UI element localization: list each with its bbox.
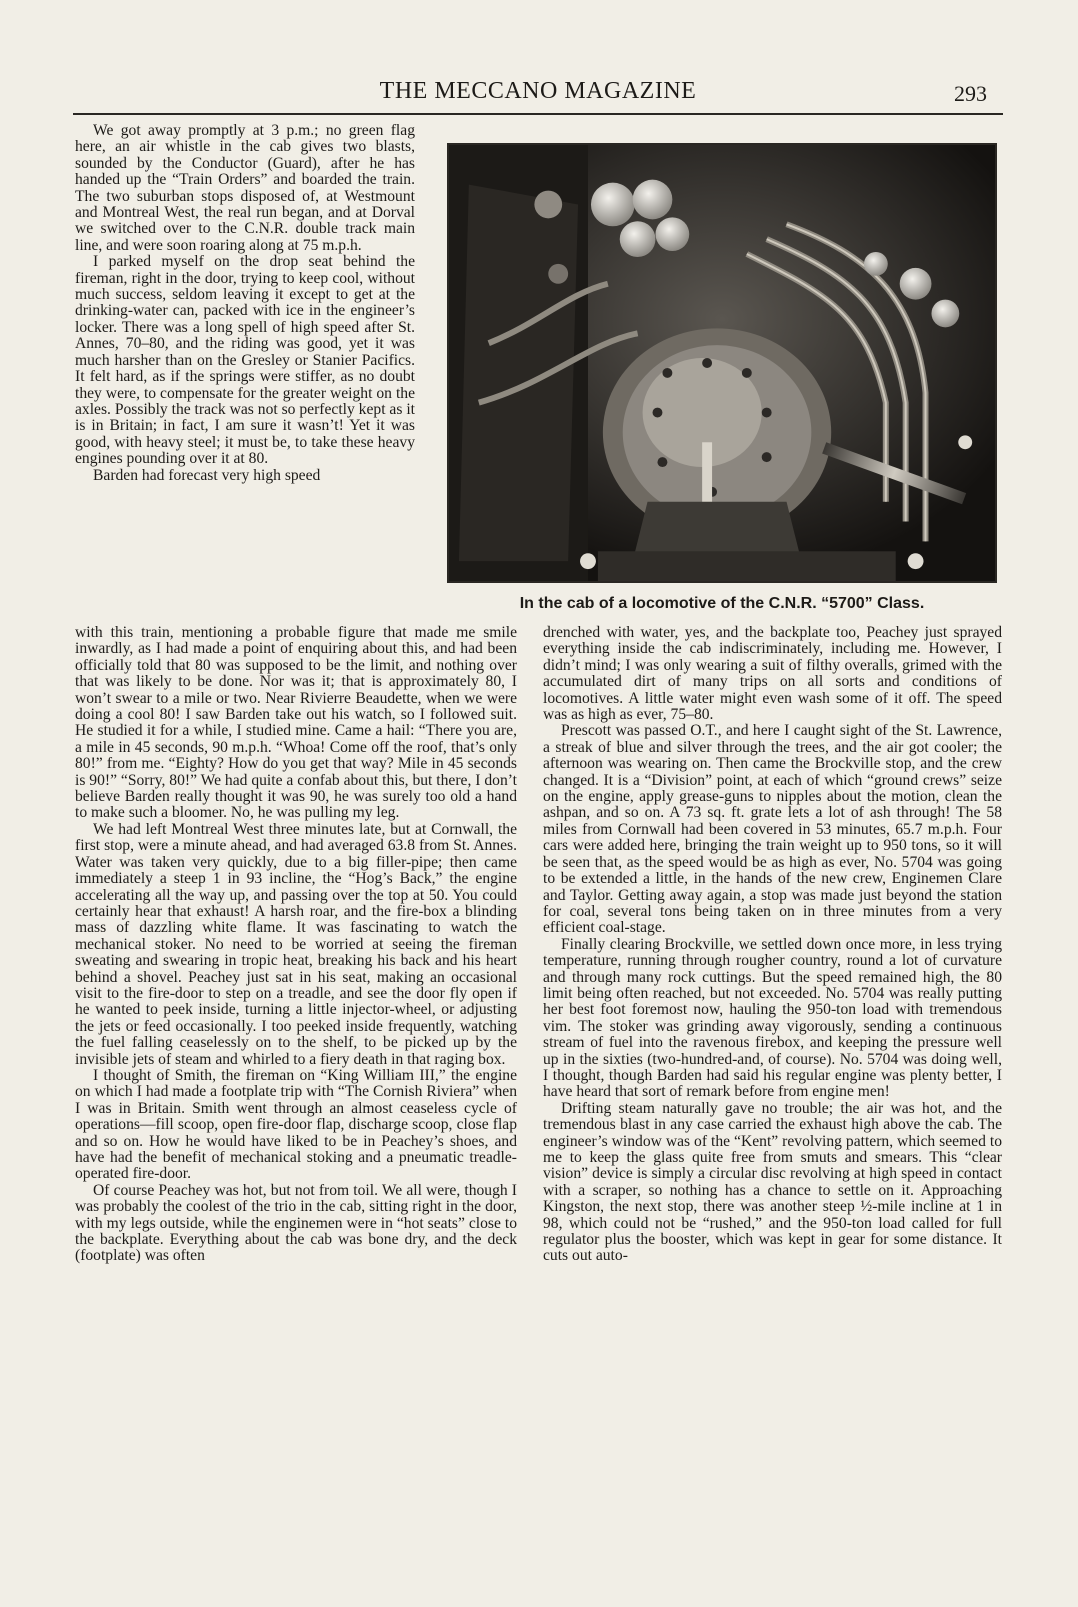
paragraph: Of course Peachey was hot, but not from toil. We all were, though I was probably the coolest of the trio in the cab, sitting right in the door, with my legs outside, while the enginemen were in “hot seats” close to the backplate. Everything about the cab was bone dry, and the deck (footplate) was often bbox=[75, 1181, 517, 1265]
header-rule bbox=[73, 113, 1003, 115]
paragraph: We had left Montreal West three minutes late, but at Cornwall, the first stop, were a minute ahead, and had averaged 63.8 from St. Annes. Water was taken very quickly, due to a big filler-pipe; then came immediately a steep 1 in 93 incline, the “Hog’s Back,” the engine accelerating all the way up, and passing over the top at 50. You could certainly hear that exhaust! A harsh roar, and the fire-box a blinding mass of dazzling white flame. It was fascinating to watch the mechanical stoker. No need to be worried at seeing the fireman sweating and swearing in tropic heat, breaking his back and his heart behind a shovel. Peachey just sat in his seat, making an occasional visit to the fire-door to step on a treadle, and see the door fly open if he wanted to peek inside, turning a little injector-wheel, or adjusting the jets or feed occasionally. I too peeked inside frequently, watching the fuel falling ceaselessly on to the shelf, to be picked up by the invisible jets of steam and whirled to a fiery death in that raging box. bbox=[75, 820, 517, 1068]
article-column-left bbox=[75, 123, 415, 484]
figure-caption: In the cab of a locomotive of the C.N.R. “5700” Class. bbox=[519, 595, 925, 612]
locomotive-cab-photo bbox=[447, 143, 997, 583]
article-column-right bbox=[543, 625, 1002, 1265]
paragraph: drenched with water, yes, and the backplate too, Peachey just sprayed everything inside the cab indiscriminately, including me. However, I didn’t mind; I was only wearing a suit of filthy overalls, grimed with the accumulated dirt of many trips on all sorts and conditions of locomotives. A little water might even wash some of it off. The speed was as high as ever, 75–80. bbox=[543, 624, 1002, 724]
paragraph: Finally clearing Brockville, we settled down once more, in less trying temperature, running through rougher country, round a lot of curvature and through many rock cuttings. But the speed remained high, the 80 limit being often reached, but not exceeded. No. 5704 was really putting her best foot foremost now, hauling the 950-ton load with tremendous vim. The stoker was grinding away vigorously, sending a continuous stream of fuel into the ravenous firebox, and keeping the pressure well up in the sixties (two-hundred-and, of course). No. 5704 was doing well, I thought, though Barden had said his regular engine was plenty better, I have heard that sort of remark before from engine men! bbox=[543, 935, 1002, 1101]
paragraph: I thought of Smith, the fireman on “King William III,” the engine on which I had made a footplate trip with “The Cornish Riviera” when I was in Britain. Smith went through an almost ceaseless cycle of operations—fill scoop, open fire-door flap, discharge scoop, close flap and so on. How he would have liked to be in Peachey’s shoes, and have had the benefit of mechanical stoking and a pneumatic treadle-operated fire-door. bbox=[75, 1066, 517, 1183]
paragraph: Barden had forecast very high speed bbox=[93, 466, 321, 484]
page-number: 293 bbox=[954, 81, 987, 106]
magazine-title: THE MECCANO MAGAZINE bbox=[379, 78, 697, 104]
page-header bbox=[73, 78, 1003, 110]
cab-illustration bbox=[449, 145, 995, 581]
article-column-middle bbox=[75, 625, 517, 1265]
paragraph: Drifting steam naturally gave no trouble; the air was hot, and the tremendous blast in any case carried the exhaust high above the cab. The engineer’s window was of the “Kent” revolving pattern, which seemed to me to keep the glass quite free from smuts and smears. This “clear vision” device is simply a circular disc revolving at high speed in contact with a scraper, so nothing has a chance to settle on it. Approaching Kingston, the next stop, there was another steep ½-mile incline at 1 in 98, which could not be “rushed,” and the 950-ton load called for full regulator plus the booster, which was kept in gear for some distance. It cuts out auto- bbox=[543, 1099, 1002, 1265]
paragraph: I parked myself on the drop seat behind the fireman, right in the door, trying to keep cool, without much success, seldom leaving it except to get at the drinking-water can, packed with ice in the engineer’s locker. There was a long spell of high speed after St. Annes, 70–80, and the riding was good, yet it was much harsher than on the Gresley or Stanier Pacifics. It felt hard, as if the springs were stiffer, as no doubt they were, to compensate for the greater weight on the axles. Possibly the track was not so perfectly kept as it is in Britain; in fact, I am sure it wasn’t! Yet it was good, with heavy steel; it must be, to take these heavy engines pounding over it at 80. bbox=[75, 253, 415, 468]
paragraph: Prescott was passed O.T., and here I caught sight of the St. Lawrence, a streak of blue and silver through the trees, and the air got cooler; the afternoon was wearing on. Then came the Brockville stop, and the crew changed. It is a “Division” point, at each of which “ground crews” seize on the engine, apply grease-guns to nipples about the motion, clean the ashpan, and so on. A 73 sq. ft. grate lets a lot of ash through! The 58 miles from Cornwall had been covered in 53 minutes, 65.7 m.p.h. Four cars were added here, bringing the train weight up to 950 tons, so it will be seen that, as the speed would be as high as ever, No. 5704 was going to be extended a little, in the hands of the new crew, Enginemen Clare and Taylor. Getting away again, a stop was made just beyond the station for coal, several tons being taken on in three minutes from a very efficient coal-stage. bbox=[543, 722, 1002, 937]
paragraph: We got away promptly at 3 p.m.; no green flag here, an air whistle in the cab gives two blasts, sounded by the Conductor (Guard), after he has handed up the “Train Orders” and boarded the train. The two suburban stops disposed of, at Westmount and Montreal West, the real run began, and at Dorval we switched over to the C.N.R. double track main line, and were soon roaring along at 75 m.p.h. bbox=[75, 122, 415, 254]
paragraph: with this train, mentioning a probable figure that made me smile inwardly, as I had made a point of enquiring about this, and had been officially told that 80 was supposed to be the limit, and nothing over that was likely to be done. Nor was it; that is approximately 80, I won’t swear to a mile or two. Near Rivierre Beaudette, when we were doing a cool 80! I saw Barden take out his watch, so I followed suit. He studied it for a while, I studied mine. Came a hail: “There you are, a mile in 45 seconds, 90 m.p.h. “Whoa! Come off the roof, that’s only 80!” from me. “Eighty? How do you get that way? Mile in 45 seconds is 90!” “Sorry, 80!” We had quite a confab about this, but there, I don’t believe Barden really thought it was 90, he was surely too old a hand to make such a bloomer. No, he was pulling my leg. bbox=[75, 624, 517, 822]
